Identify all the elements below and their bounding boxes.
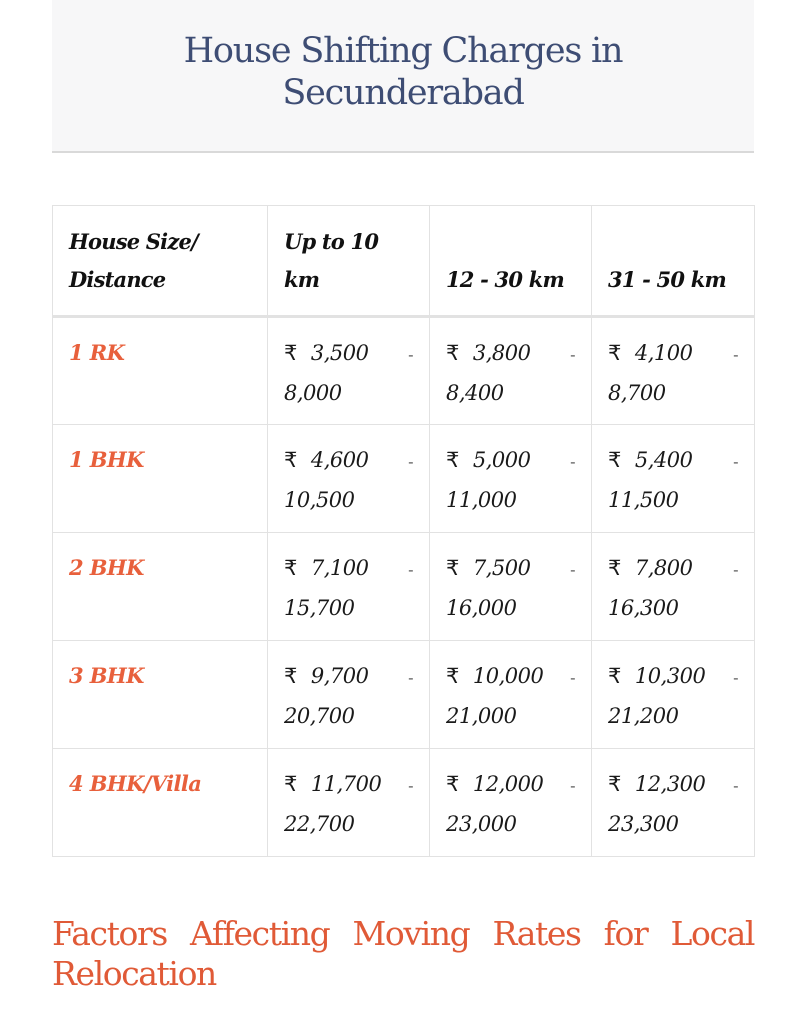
range-separator: - [570, 452, 575, 471]
price-range-cell [268, 641, 430, 749]
price-low: 9,700 [310, 664, 369, 688]
house-size-label: 3 BHK [69, 663, 144, 688]
price-high: 8,400 [446, 381, 504, 405]
price-low: 12,000 [472, 772, 544, 796]
range-separator: - [733, 452, 738, 471]
price-range-cell [430, 533, 592, 641]
price-high: 15,700 [284, 596, 355, 620]
rupee-icon: ₹ [446, 664, 459, 688]
price-low: 7,500 [472, 556, 531, 580]
range-separator: - [408, 776, 413, 795]
price-low: 3,500 [310, 341, 369, 365]
price-high: 16,000 [446, 596, 517, 620]
column-header-up-to-10-km: Up to 10 km [268, 206, 430, 317]
house-size-cell [53, 641, 268, 749]
column-header-12-30-km: 12 - 30 km [430, 206, 592, 317]
price-high: 22,700 [284, 812, 355, 836]
price-range-cell [430, 317, 592, 425]
table-header-row [53, 206, 755, 317]
price-range-cell [592, 533, 755, 641]
range-separator: - [570, 776, 575, 795]
price-low: 7,800 [634, 556, 693, 580]
rupee-icon: ₹ [446, 341, 459, 365]
table-row [53, 425, 755, 533]
rupee-icon: ₹ [284, 772, 297, 796]
rupee-icon: ₹ [284, 664, 297, 688]
house-size-cell [53, 533, 268, 641]
price-high: 21,000 [446, 704, 517, 728]
house-size-label: 2 BHK [69, 555, 144, 580]
price-low: 3,800 [472, 341, 531, 365]
range-separator: - [408, 668, 413, 687]
price-range-cell [430, 749, 592, 857]
table-row [53, 317, 755, 425]
price-low: 4,600 [310, 448, 369, 472]
range-separator: - [733, 345, 738, 364]
price-low: 10,000 [472, 664, 544, 688]
price-low: 5,400 [634, 448, 693, 472]
house-size-cell [53, 749, 268, 857]
rupee-icon: ₹ [608, 664, 621, 688]
range-separator: - [733, 560, 738, 579]
column-header-house-size: House Size/ Distance [53, 206, 268, 317]
rupee-icon: ₹ [608, 772, 621, 796]
price-high: 16,300 [608, 596, 679, 620]
table-row [53, 749, 755, 857]
page-title: House Shifting Charges in Secunderabad [183, 31, 623, 113]
house-size-cell [53, 317, 268, 425]
price-range-cell [430, 425, 592, 533]
house-size-label: 4 BHK/Villa [69, 771, 202, 796]
price-high: 11,000 [446, 488, 517, 512]
house-size-label: 1 BHK [69, 447, 144, 472]
shifting-charges-table [52, 205, 755, 857]
rupee-icon: ₹ [608, 556, 621, 580]
house-size-label: 1 RK [69, 340, 125, 365]
price-low: 4,100 [634, 341, 693, 365]
house-size-cell [53, 425, 268, 533]
rupee-icon: ₹ [284, 448, 297, 472]
price-low: 10,300 [634, 664, 706, 688]
range-separator: - [733, 776, 738, 795]
range-separator: - [570, 345, 575, 364]
price-range-cell [268, 749, 430, 857]
rupee-icon: ₹ [284, 341, 297, 365]
price-range-cell [268, 425, 430, 533]
price-high: 8,000 [284, 381, 342, 405]
section-heading: Factors Affecting Moving Rates for Local Relocation [52, 914, 754, 993]
rupee-icon: ₹ [608, 341, 621, 365]
price-high: 8,700 [608, 381, 666, 405]
range-separator: - [408, 560, 413, 579]
price-high: 23,000 [446, 812, 517, 836]
price-low: 11,700 [310, 772, 382, 796]
price-high: 23,300 [608, 812, 679, 836]
table-row [53, 641, 755, 749]
price-range-cell [268, 533, 430, 641]
rupee-icon: ₹ [608, 448, 621, 472]
price-high: 20,700 [284, 704, 355, 728]
price-low: 12,300 [634, 772, 706, 796]
range-separator: - [733, 668, 738, 687]
range-separator: - [570, 668, 575, 687]
price-range-cell [430, 641, 592, 749]
range-separator: - [570, 560, 575, 579]
price-range-cell [592, 641, 755, 749]
price-low: 7,100 [310, 556, 369, 580]
price-low: 5,000 [472, 448, 531, 472]
rupee-icon: ₹ [446, 448, 459, 472]
rupee-icon: ₹ [284, 556, 297, 580]
price-high: 11,500 [608, 488, 679, 512]
price-high: 21,200 [608, 704, 679, 728]
price-range-cell [268, 317, 430, 425]
table-row [53, 533, 755, 641]
range-separator: - [408, 345, 413, 364]
price-range-cell [592, 749, 755, 857]
title-banner [52, 0, 754, 153]
range-separator: - [408, 452, 413, 471]
column-header-31-50-km: 31 - 50 km [592, 206, 755, 317]
rupee-icon: ₹ [446, 556, 459, 580]
price-range-cell [592, 425, 755, 533]
rupee-icon: ₹ [446, 772, 459, 796]
price-range-cell [592, 317, 755, 425]
price-high: 10,500 [284, 488, 355, 512]
